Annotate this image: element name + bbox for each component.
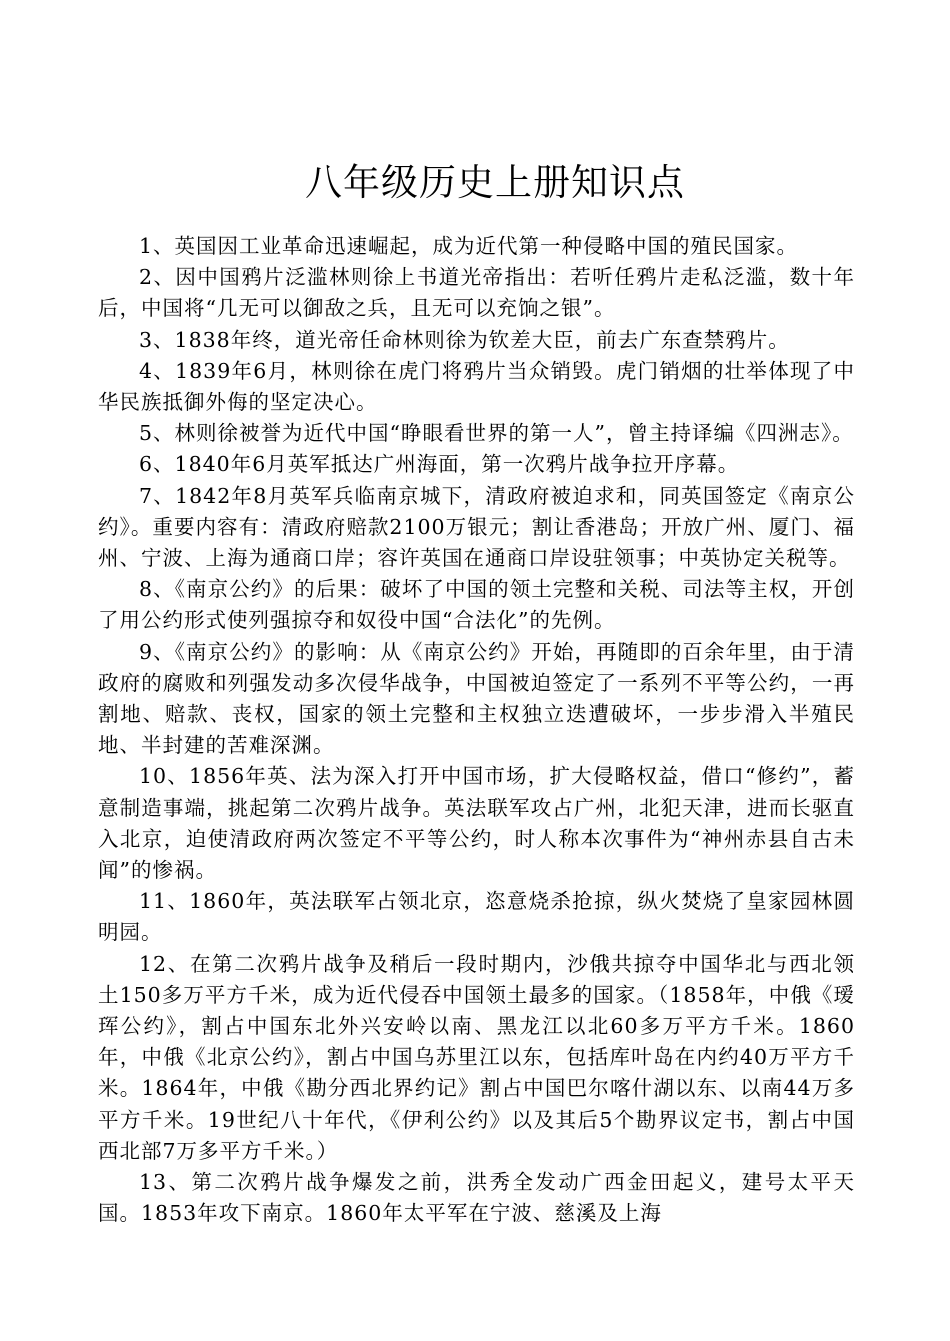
document-title: 八年级历史上册知识点 — [305, 161, 685, 204]
paragraph-12: 12、在第二次鸦片战争及稍后一段时期内，沙俄共掠夺中国华北与西北领土150多万平方千米，成为近代侵吞中国领土最多的国家。（1858年，中俄《瑷珲公约》，割占中国东北外兴安岭以南、黑龙江以北60多万平方千米。1860年，中俄《北京公约》，割占中国乌苏里江以东，包括库叶岛在内约40万平方千米。1864年，中俄《勘分西北界约记》割占中国巴尔喀什湖以东、以南44万多平方千米。19世纪八十年代，《伊利公约》以及其后5个勘界议定书，割占中国西北部7万多平方千米。） — [98, 951, 855, 1163]
paragraph-7: 7、1842年8月英军兵临南京城下，清政府被迫求和，同英国签定《南京公约》。重要内容有：清政府赔款2100万银元；割让香港岛；开放广州、厦门、福州、宁波、上海为通商口岸；容许英国在通商口岸设驻领事；中英协定关税等。 — [98, 483, 855, 571]
document-body — [98, 231, 855, 1230]
paragraph-8: 8、《南京公约》的后果：破坏了中国的领土完整和关税、司法等主权，开创了用公约形式使列强掠夺和奴役中国“合法化”的先例。 — [98, 577, 855, 633]
paragraph-6: 6、1840年6月英军抵达广州海面，第一次鸦片战争拉开序幕。 — [139, 452, 740, 477]
paragraph-3: 3、1838年终，道光帝任命林则徐为钦差大臣，前去广东查禁鸦片。 — [139, 327, 790, 352]
paragraph-2: 2、因中国鸦片泛滥林则徐上书道光帝指出：若听任鸦片走私泛滥，数十年后，中国将“几无可以御敌之兵，且无可以充饷之银”。 — [98, 265, 855, 321]
paragraph-10: 10、1856年英、法为深入打开中国市场，扩大侵略权益，借口“修约”，蓄意制造事端，挑起第二次鸦片战争。英法联军攻占广州，北犯天津，进而长驱直入北京，迫使清政府两次签定不平等公约，时人称本次事件为“神州赤县自古未闻”的惨祸。 — [98, 764, 855, 883]
paragraph-4: 4、1839年6月，林则徐在虎门将鸦片当众销毁。虎门销烟的壮举体现了中华民族抵御外侮的坚定决心。 — [98, 358, 855, 415]
paragraph-13: 13、第二次鸦片战争爆发之前，洪秀全发动广西金田起义，建号太平天国。1853年攻下南京。1860年太平军在宁波、慈溪及上海 — [98, 1170, 855, 1226]
paragraph-1: 1、英国因工业革命迅速崛起，成为近代第一种侵略中国的殖民国家。 — [139, 234, 799, 258]
paragraph-5: 5、林则徐被誉为近代中国“睁眼看世界的第一人”，曾主持译编《四洲志》。 — [139, 421, 854, 446]
paragraph-11: 11、1860年，英法联军占领北京，恣意烧杀抢掠，纵火焚烧了皇家园林圆明园。 — [98, 889, 855, 945]
paragraph-9: 9、《南京公约》的影响：从《南京公约》开始，再随即的百余年里，由于清政府的腐败和列强发动多次侵华战争，中国被迫签定了一系列不平等公约，一再割地、赔款、丧权，国家的领土完整和主权独立迭遭破坏，一步步滑入半殖民地、半封建的苦难深渊。 — [98, 639, 855, 758]
